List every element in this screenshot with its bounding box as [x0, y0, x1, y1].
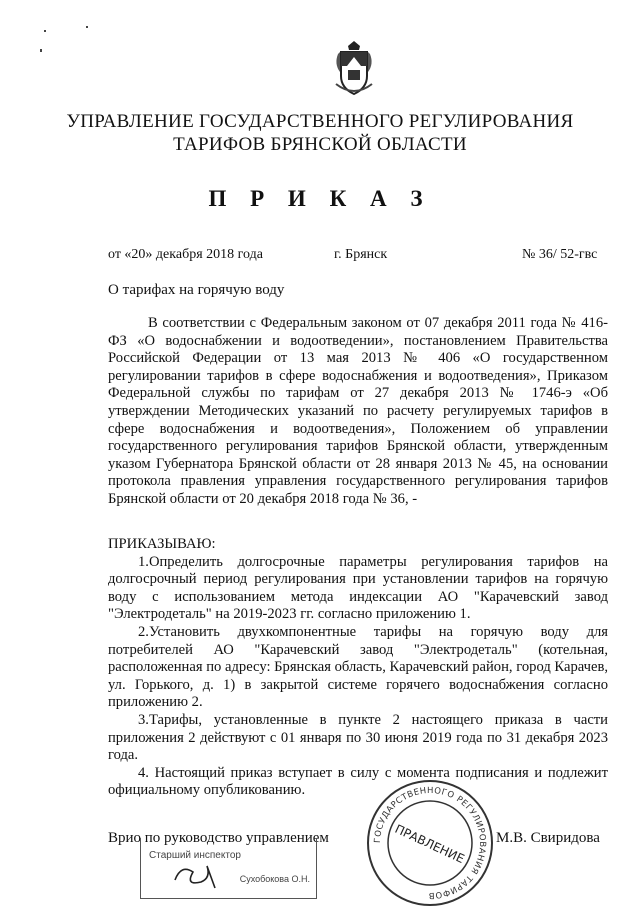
order-city: г. Брянск — [334, 247, 388, 262]
order-date: от «20» декабря 2018 года — [108, 247, 263, 262]
official-seal-stamp — [365, 778, 495, 908]
order-body — [108, 536, 608, 800]
signatory-name: М.В. Свиридова — [496, 830, 600, 846]
signatory-position: Врио по руководство управлением — [108, 830, 329, 846]
coat-of-arms-emblem — [330, 40, 378, 96]
handwritten-signature — [171, 860, 231, 890]
order-item-2: 2.Установить двухкомпонентные тарифы на горячую воду для потребителей АО "Карачевский завод "Электродеталь" (котельная, расположенная по адресу: Брянская область, Карачевский район, город Карачев, ул. Горького, д. 1) в закрытой системе горячего водоснабжения согласно приложению 2. — [108, 623, 608, 711]
order-number: № 36/ 52-гвс — [522, 247, 598, 262]
preamble-paragraph: В соответствии с Федеральным законом от 07 декабря 2011 года № 416-ФЗ «О водоснабжении и водоотведении», постановлением Правительства Российской Федерации от 13 мая 2013 № 406 «О государственном регулировании тарифов в сфере водоснабжения и водоотведения», Приказом Федеральной службы по тарифам от 27 декабря 2013 № 1746-э «Об утверждении Методических указаний по расчету регулируемых тарифов в сфере водоснабжения и водоотведения», Положением об управлении государственного регулирования тарифов Брянской области, утвержденным указом Губернатора Брянской области от 28 января 2013 № 45, на основании протокола правления управления государственного регулирования тарифов Брянской области от 20 декабря 2018 года № 36, - — [108, 315, 608, 507]
inspector-title: Старший инспектор — [149, 850, 241, 861]
stamp-center-text: ПРАВЛЕНИЕ — [392, 821, 467, 867]
order-item-3: 3.Тарифы, установленные в пункте 2 настоящего приказа в части приложения 2 действуют с 01 января по 30 июня 2019 года по 31 декабря 2023 года. — [108, 711, 608, 764]
stamp-ring-text: ГОСУДАРСТВЕННОГО РЕГУЛИРОВАНИЯ ТАРИФОВ — [372, 785, 488, 901]
document-title: П Р И К А З — [208, 186, 432, 211]
copy-certification-stamp — [140, 838, 317, 899]
order-keyword: ПРИКАЗЫВАЮ: — [108, 536, 216, 552]
order-item-4: 4. Настоящий приказ вступает в силу с момента подписания и подлежит официальному опубликованию. — [108, 764, 608, 799]
order-subject: О тарифах на горячую воду — [108, 282, 285, 298]
order-item-1: 1.Определить долгосрочные параметры регулирования тарифов на долгосрочный период регулирования при установлении тарифов на горячую воду с использованием метода индексации АО "Карачевский завод "Электродеталь" на 2019-2023 гг. согласно приложению 1. — [108, 553, 608, 623]
org-name-line1: УПРАВЛЕНИЕ ГОСУДАРСТВЕННОГО РЕГУЛИРОВАНИЯ — [66, 111, 574, 132]
inspector-name: Сухобокова О.Н. — [239, 874, 310, 884]
org-name-line2: ТАРИФОВ БРЯНСКОЙ ОБЛАСТИ — [173, 134, 467, 155]
